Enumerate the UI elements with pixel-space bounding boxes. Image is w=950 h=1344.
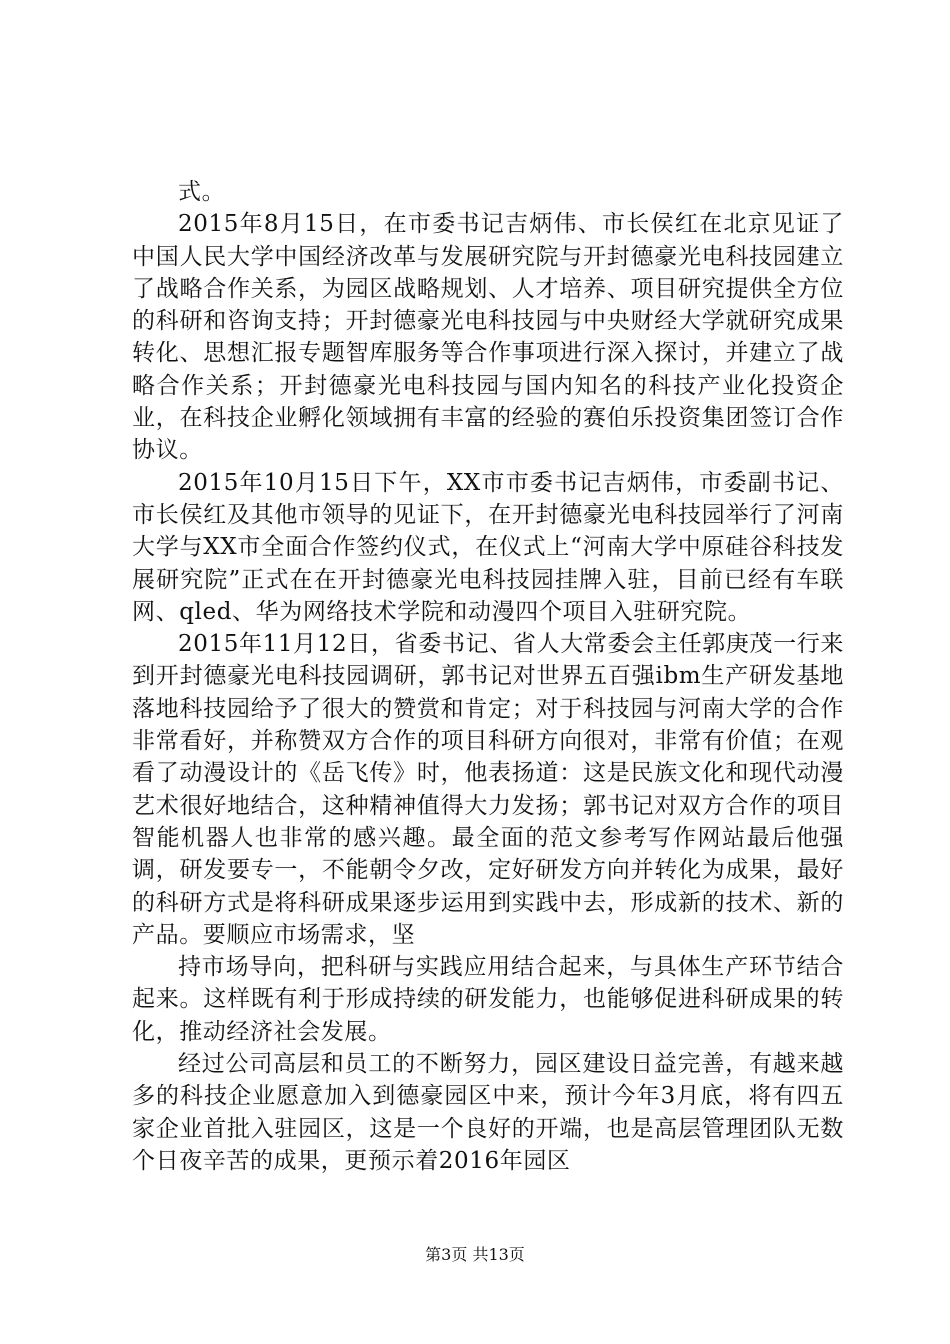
paragraph: 2015年11月12日，省委书记、省人大常委会主任郭庚茂一行来到开封德豪光电科技园调研，郭书记对世界五百强ibm生产研发基地落地科技园给予了很大的赞赏和肯定；对于科技园与河南大学的合作非常看好，并称赞双方合作的项目科研方向很对，非常有价值；在观看了动漫设计的《岳飞传》时，他表扬道：这是民族文化和现代动漫艺术很好地结合，这种精神值得大力发扬；郭书记对双方合作的项目智能机器人也非常的感兴趣。最全面的范文参考写作网站最后他强调，研发要专一，不能朝令夕改，定好研发方向并转化为成果，最好的科研方式是将科研成果逐步运用到实践中去，形成新的技术、新的产品。要顺应市场需求，坚 xyxy=(132,631,844,948)
paragraph: 持市场导向，把科研与实践应用结合起来，与具体生产环节结合起来。这样既有利于形成持续的研发能力，也能够促进科研成果的转化，推动经济社会发展。 xyxy=(132,954,844,1045)
document-body xyxy=(132,176,844,1177)
paragraph: 式。 xyxy=(178,179,226,205)
paragraph: 2015年8月15日，在市委书记吉炳伟、市长侯红在北京见证了中国人民大学中国经济改革与发展研究院与开封德豪光电科技园建立了战略合作关系，为园区战略规划、人才培养、项目研究提供全方位的科研和咨询支持；开封德豪光电科技园与中央财经大学就研究成果转化、思想汇报专题智库服务等合作事项进行深入探讨，并建立了战略合作关系；开封德豪光电科技园与国内知名的科技产业化投资企业，在科技企业孵化领域拥有丰富的经验的赛伯乐投资集团签订合作协议。 xyxy=(132,211,844,464)
page-number-footer: 第3页 共13页 xyxy=(425,1245,525,1264)
paragraph: 2015年10月15日下午，XX市市委书记吉炳伟，市委副书记、市长侯红及其他市领导的见证下，在开封德豪光电科技园举行了河南大学与XX市全面合作签约仪式，在仪式上“河南大学中原硅谷科技发展研究院”正式在在开封德豪光电科技园挂牌入驻，目前已经有车联网、qled、华为网络技术学院和动漫四个项目入驻研究院。 xyxy=(132,469,844,625)
paragraph: 经过公司高层和员工的不断努力，园区建设日益完善，有越来越多的科技企业愿意加入到德豪园区中来，预计今年3月底，将有四五家企业首批入驻园区，这是一个良好的开端，也是高层管理团队无数个日夜辛苦的成果，更预示着2016年园区 xyxy=(132,1051,844,1174)
